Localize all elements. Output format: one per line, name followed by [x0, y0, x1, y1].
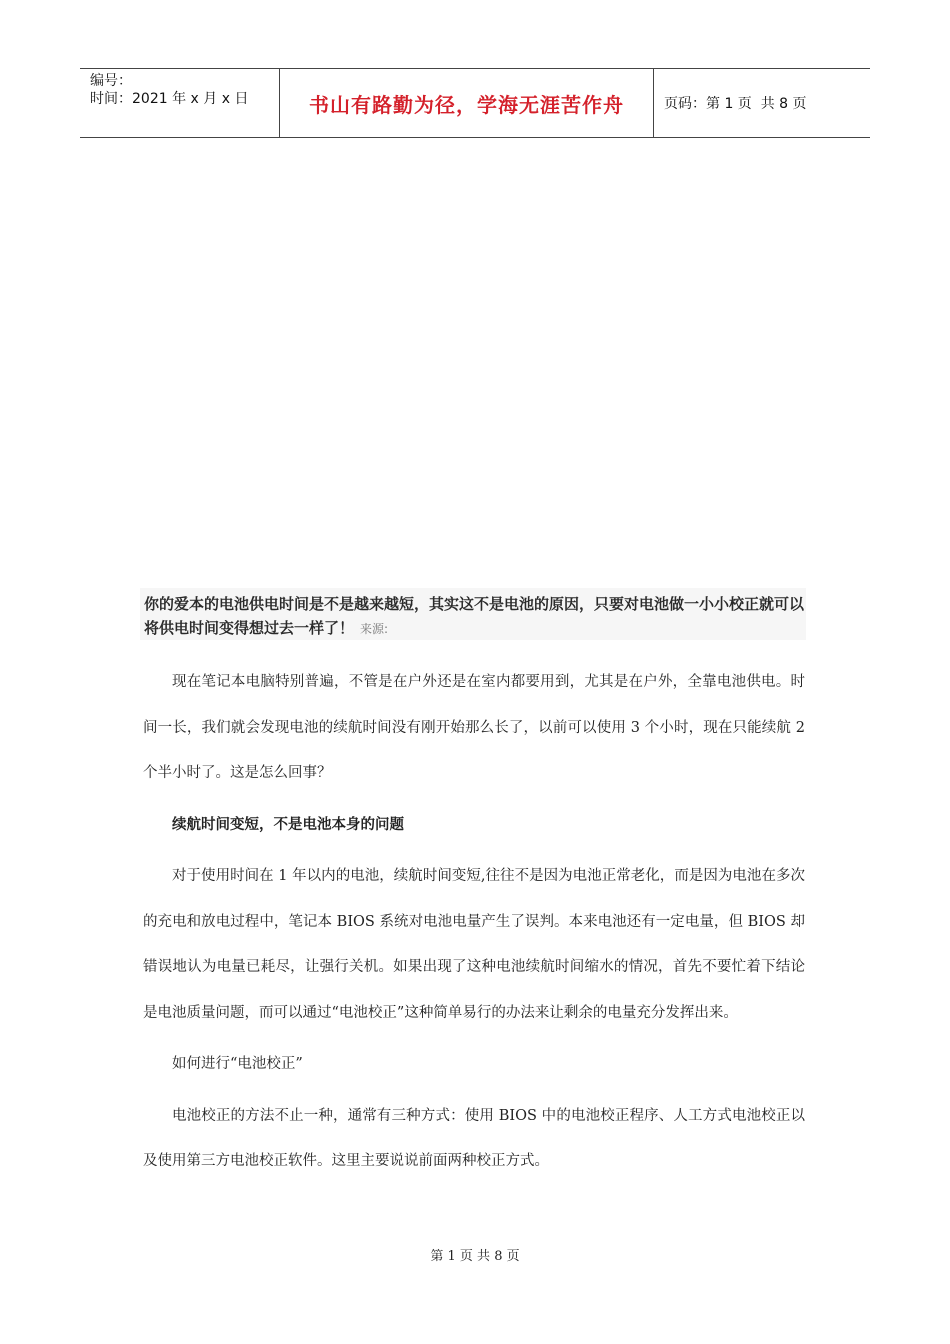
header-meta-cell — [80, 69, 280, 137]
paragraph-3: 电池校正的方法不止一种，通常有三种方式：使用 BIOS 中的电池校正程序、人工方式电池校正以及使用第三方电池校正软件。这里主要说说前面两种校正方式。 — [143, 1107, 805, 1169]
intro-text: 你的爱本的电池供电时间是不是越来越短，其实这不是电池的原因，只要对电池做一小小校正就可以将供电时间变得想过去一样了！ — [144, 595, 805, 637]
paragraph-1: 现在笔记本电脑特别普遍，不管是在户外还是在室内都要用到，尤其是在户外，全靠电池供电。时间一长，我们就会发现电池的续航时间没有刚开始那么长了，以前可以使用 3 个小时，现在只能续航 2 个半小时了。这是怎么回事？ — [143, 674, 805, 781]
subheading-2: 如何进行“电池校正” — [172, 1056, 303, 1072]
page-footer: 第 1 页 共 8 页 — [430, 1249, 520, 1264]
document-time-label: 时间：2021 年 x 月 x 日 — [90, 91, 249, 107]
document-number-label: 编号： — [90, 73, 132, 89]
header-page-code: 页码：第 1 页 共 8 页 — [664, 96, 807, 112]
intro-source-label: 来源: — [360, 622, 389, 636]
subheading-1: 续航时间变短，不是电池本身的问题 — [172, 816, 404, 833]
paragraph-2: 对于使用时间在 1 年以内的电池，续航时间变短,往往不是因为电池正常老化，而是因为电池在多次的充电和放电过程中，笔记本 BIOS 系统对电池电量产生了误判。本来电池还有一定电量，但 BIOS 却错误地认为电量已耗尽，让强行关机。如果出现了这种电池续航时间缩水的情况，首先不要忙着下结论是电池质量问题，而可以通过“电池校正”这种简单易行的办法来让剩余的电量充分发挥出来。 — [143, 868, 805, 1021]
header-motto: 书山有路勤为径，学海无涯苦作舟 — [280, 69, 654, 137]
header-table — [80, 68, 870, 138]
article-body — [143, 660, 805, 1185]
header-page-code-cell — [654, 69, 870, 137]
article-intro — [140, 588, 806, 640]
